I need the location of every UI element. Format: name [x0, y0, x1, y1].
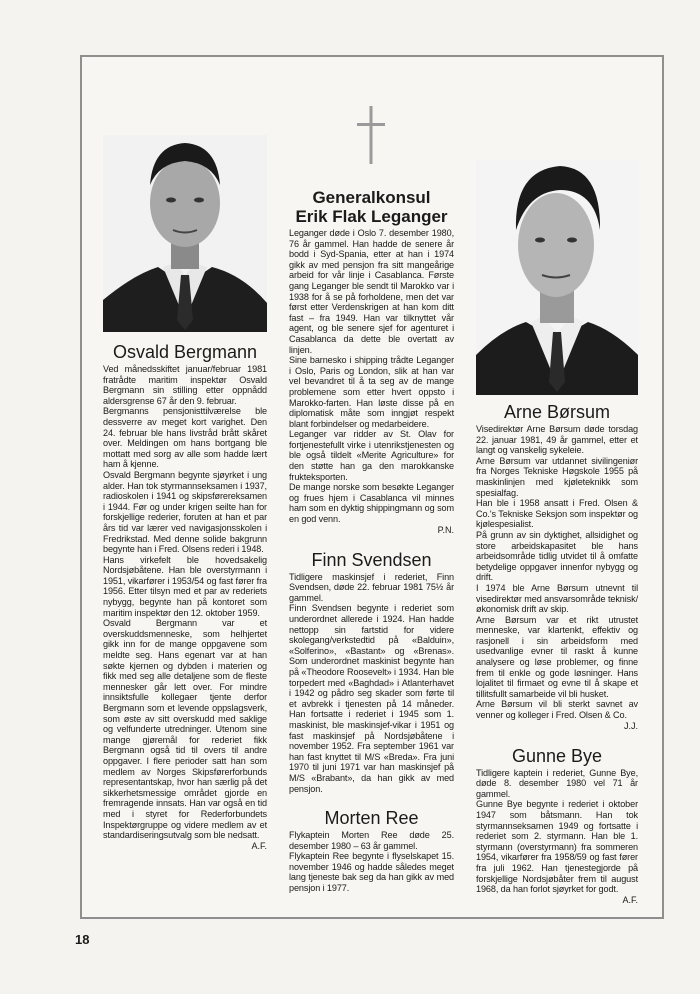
portrait-arne-borsum [476, 160, 638, 395]
paragraph: Tidligere kaptein i rederiet, Gunne Bye, døde 8. desember 1980 vel 71 år gammel. [476, 767, 638, 799]
paragraph: Arne Børsum var et rikt utrustet menneske, var klartenkt, effektiv og rasjonell i sin arbeidsform med usedvanlige evner til raskt å kunne analysere og løse problemer, og finne frem til enkle og gode løsninger. Hans lojalitet til firmaet og evne til å skape et tillitsfullt samarbeide vil bli husket. [476, 614, 638, 699]
paragraph: Osvald Bergmann begynte sjøyrket i ung alder. Han tok styrmannseksamen i 1937, radioskolen i 1941 og skipsførereksamen i 1944. Før og under krigen seilte han for forskjellige rederier, foruten at han et par års tid var lærer ved navigasjonsskolen i Fredrikstad. Med denne solide bakgrunn begynte han i Fred. Olsens rederi i 1948. [103, 469, 267, 555]
page-number: 18 [75, 932, 90, 947]
portrait-osvald-bergmann [103, 135, 267, 332]
paragraph: Ved månedsskiftet januar/februar 1981 fratrådte maritim inspektør Osvald Bergmann sin stilling etter oppnådd aldersgrense 67 år den 9. februar. [103, 364, 267, 406]
paragraph: Han ble i 1958 ansatt i Fred. Olsen & Co.'s Tekniske Seksjon som inspektør og kjølespesialist. [476, 498, 638, 530]
obituary-name: Osvald Bergmann [112, 342, 258, 362]
column-middle [289, 188, 454, 894]
paragraph: I 1974 ble Arne Børsum utnevnt til visedirektør med ansvarsområde teknisk/økonomisk drift av skip. [476, 582, 638, 615]
paragraph: Leganger var ridder av St. Olav for fortjenestefullt virke i utenrikstjenesten og ble også tildelt «Merite Agriculture» for den støtte han ga den marokkanske frukteksporten. [289, 429, 454, 482]
obituary-name: Morten Ree [324, 808, 419, 829]
obituary-name: Gunne Bye [511, 745, 603, 766]
paragraph: Tidligere maskinsjef i rederiet, Finn Svendsen, døde 22. februar 1981 75½ år gammel. [289, 571, 454, 603]
paragraph: Osvald Bergmann var et overskuddsmenneske, som helhjertet gikk inn for de mange oppgavene som meldte seg. Hans egenart var at han søkte kjernen og dybden i materien og fikk med seg alle detaljene som de fleste mennesker går lett over. For mindre innsiktsfulle kollegaer tjente derfor Bergmann som et levende oppslagsverk, som øste av sitt overskudd med saklige og velfunderte utredninger. Utenom sine mange gjøremål for rederiet fikk Bergmann også tid til overs til andre oppgaver. I flere perioder satt han som medlem av Norges Skipsførerforbunds representantskap, hvor han særlig på det sikkerhetsmessige området gjorde en fremragende innsats. Han var også en tid med i styret for Rederforbundets Inspektørgruppe og videre medlem av et standardiseringsutvalg som ble nedsatt. [103, 618, 267, 841]
paragraph: Hans virkefelt ble hovedsakelig Nordsjøbåtene. Han ble overstyrmann i 1951, vikarfører i 1953/54 og fast fører fra 1956. Etter tilsyn med et par av rederiets nybygg, begynte han på kontoret som maritim inspektør den 12. oktober 1959. [103, 554, 267, 618]
paragraph: Arne Børsum var utdannet sivilingeniør fra Norges Tekniske Høgskole 1955 på maskinlinjen med kjøleteknikk som spesialfag. [476, 455, 638, 498]
signature: A.F. [251, 840, 267, 851]
cross-icon [357, 106, 385, 164]
paragraph: Flykaptein Morten Ree døde 25. desember 1980 – 63 år gammel. [289, 830, 454, 851]
paragraph: Gunne Bye begynte i rederiet i oktober 1947 som båtsmann. Han tok styrmannseksamen 1949 og fortsatte i rederiet som 2. styrmann. Han ble 1. styrmann (overstyrmann) fra sommeren 1954, vikarfører fra 1958/59 og fast fører fra juli 1962. Han tjenestegjorde på forskjellige Nordsjøbåter frem til august 1968, da han forlot sjøyrket for godt. [476, 799, 638, 895]
obituary-name: Finn Svendsen [311, 549, 432, 570]
paragraph: På grunn av sin dyktighet, allsidighet og store arbeidskapasitet ble hans arbeidsområde tidlig utvidet til å omfatte betydelige oppgaver innenfor nybygg og drift. [476, 529, 638, 583]
paragraph: Visedirektør Arne Børsum døde torsdag 22. januar 1981, 49 år gammel, etter et langt og vanskelig sykeleie. [476, 424, 638, 456]
column-arne-borsum [476, 402, 638, 906]
signature: A.F. [622, 894, 638, 905]
signature: P.N. [437, 524, 454, 535]
paragraph: Arne Børsum vil bli sterkt savnet av venner og kolleger i Fred. Olsen & Co. [476, 699, 638, 721]
obituary-title: Generalkonsul [312, 188, 431, 207]
paragraph: Bergmanns pensjonisttilværelse ble dessverre av meget kort varighet. Den 24. februar ble hans livstråd brått skåret over. Meldingen om hans bortgang ble mottatt med sorg av alle som hadde lært ham å kjenne. [103, 406, 267, 470]
signature: J.J. [623, 720, 638, 731]
paragraph: Flykaptein Ree begynte i flyselskapet 15. november 1946 og hadde således meget lang tjeneste bak seg da han gikk av med pensjon i 1977. [289, 851, 454, 894]
paragraph: Sine barnesko i shipping trådte Leganger i Oslo, Paris og London, slik at han var vel bevandret til å ta seg av de mange problemene som etter hvert oppsto i Marokko-farten. Han løste disse på en diplomatisk måte som inngjøt respekt blant forbindelser og medarbeidere. [289, 355, 454, 429]
paragraph: De mange norske som besøkte Leganger og frues hjem i Casablanca vil minnes ham som en dyktig shippingmann og som en god venn. [289, 482, 454, 525]
obituary-name: Erik Flak Leganger [295, 207, 448, 226]
column-osvald-bergmann [103, 342, 267, 852]
paragraph: Leganger døde i Oslo 7. desember 1980, 76 år gammel. Han hadde de senere år bodd i Syd-Spania, etter at han i 1974 gikk av med pensjon fra sitt mangeårige arbeid for vår linje i Casablanca. Første gang Leganger ble sendt til Marokko var i 1938 for å se på forholdene, men det var først etter Verdenskrigen at han kom ditt fast – fra 1949. Han var tilknyttet vår agent, og ble senere sjef for agenturet i Casablanca da dette ble overtatt av linjen. [289, 228, 454, 355]
paragraph: Finn Svendsen begynte i rederiet som underordnet allerede i 1924. Han hadde nettopp sin fartstid for videre skolegang/verkstedtid på «Balduin», «Solferino», «Bastant» og «Brenas». Som underordnet maskinist begynte han på «Theodore Roosevelt» i 1934. Han ble torpedert med «Baghdad» i Atlanterhavet i 1942 og pådro seg skader som førte til et avbrekk i tjenesten på 14 måneder. Han fortsatte i rederiet i 1945 som 1. maskinist, ble maskinsjef-vikar i 1951 og fast maskinsjef på Nordsjøbåtene i november 1952. Fra september 1961 var han fast knyttet til M/S «Breda». Fra juni 1970 til juni 1971 var han maskinsjef på M/S «Brabant», da han gikk av med pensjon. [289, 603, 454, 794]
obituary-name: Arne Børsum [503, 402, 611, 422]
